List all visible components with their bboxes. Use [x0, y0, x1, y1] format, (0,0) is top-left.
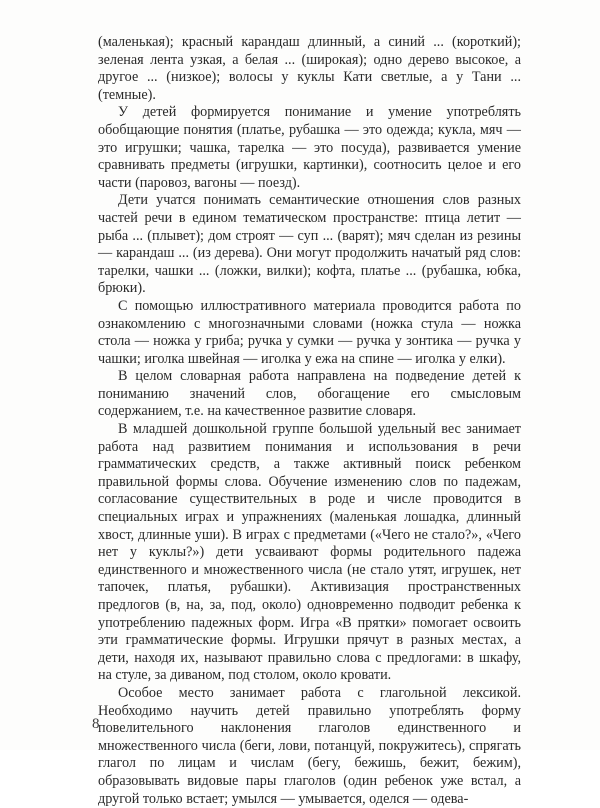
page-number: 8: [92, 716, 100, 732]
paragraph-6: В младшей дошкольной группе большой удельный вес занимает работа над развитием понимания и использования в речи грамматических средств, а также активный поиск ребенком правильной формы слова. Обучение изменению слов по падежам, согласование существительных в роде и числе проводится в специальных играх и упражнениях (маленькая лошадка, длинный хвост, длинные уши). В играх с предметами («Чего не стало?», «Чего нет у куклы?») дети усваивают формы родительного падежа единственного и множественного числа (не стало утят, игрушек, нет тапочек, платья, рубашки). Активизация пространственных предлогов (в, на, за, под, около) одновременно подводит ребенка к употреблению падежных форм. Игра «В прятки» помогает освоить эти грамматические формы. Игрушки прячут в разных местах, а дети, находя их, называют правильно слова с предлогами: в шкафу, на стуле, за диваном, под столом, около кровати.: [98, 421, 521, 684]
paragraph-5: В целом словарная работа направлена на подведение детей к пониманию значений слов, обогащение его смысловым содержанием, т.е. на качественное развитие словаря.: [98, 368, 521, 420]
paragraph-7: Особое место занимает работа с глагольной лексикой. Необходимо научить детей правильно употреблять форму повелительного наклонения глаголов единственного и множественного числа (беги, лови, потанцуй, покружитесь), спрягать глагол по лицам и числам (бегу, бежишь, бежит, бежим), образовывать видовые пары глаголов (один ребенок уже встал, а другой только встает; умылся — умывается, оделся — одева-: [98, 684, 521, 807]
paragraph-1: (маленькая); красный карандаш длинный, а синий ... (короткий); зеленая лента узкая, а белая ... (широкая); одно дерево высокое, а другое ... (низкое); волосы у куклы Кати светлые, а у Тани ... (темные).: [98, 34, 521, 103]
body-text: [98, 34, 521, 808]
paragraph-2: У детей формируется понимание и умение употреблять обобщающие понятия (платье, рубашка — это одежда; кукла, мяч — это игрушки; чашка, тарелка — это посуда), развивается умение сравнивать предметы (игрушки, картинки), соотносить целое и его части (паровоз, вагоны — поезд).: [98, 104, 521, 191]
paragraph-3: Дети учатся понимать семантические отношения слов разных частей речи в едином тематическом пространстве: птица летит — рыба ... (плывет); дом строят — суп ... (варят); мяч сделан из резины — карандаш ... (из дерева). Они могут продолжить начатый ряд слов: тарелки, чашки ... (ложки, вилки); кофта, платье ... (рубашка, юбка, брюки).: [98, 192, 521, 297]
paragraph-4: С помощью иллюстративного материала проводится работа по ознакомлению с многозначными словами (ножка стула — ножка стола — ножка у гриба; ручка у сумки — ручка у зонтика — ручка у чашки; иголка швейная — иголка у ежа на спине — иголка у елки).: [98, 297, 521, 367]
